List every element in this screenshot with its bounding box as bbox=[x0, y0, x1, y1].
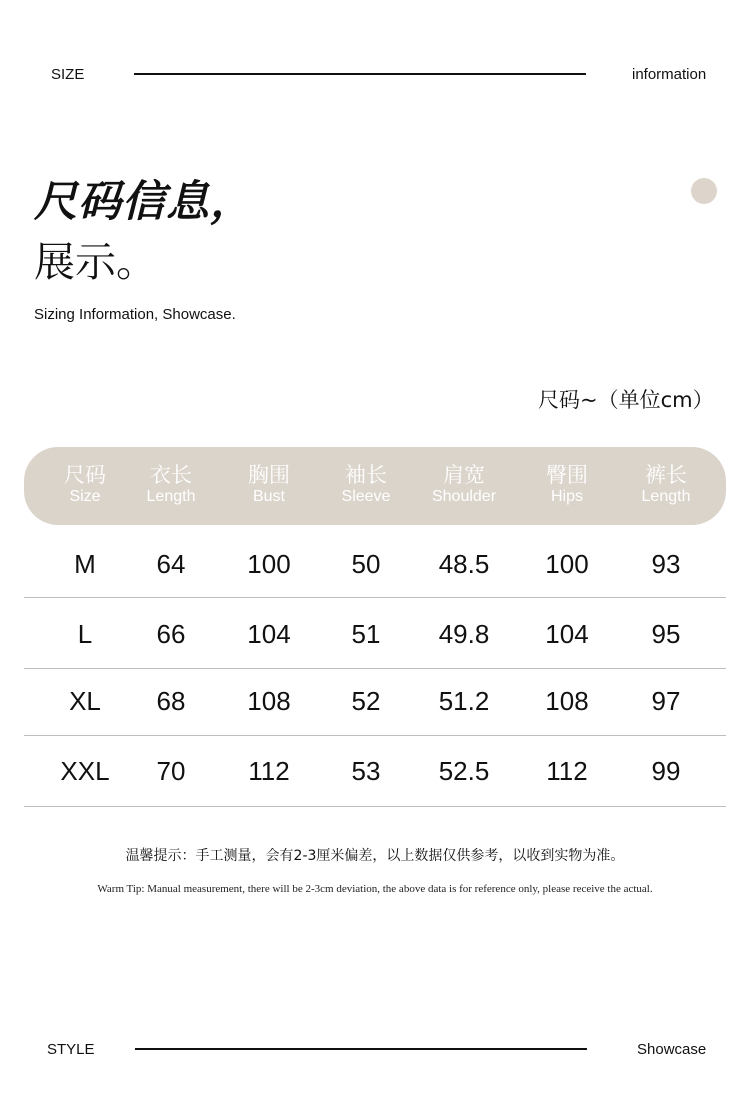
table-row bbox=[24, 529, 726, 599]
column-header-bust bbox=[221, 447, 317, 525]
cell-shoulder: 48.5 bbox=[438, 549, 490, 579]
cell-length: 68 bbox=[156, 686, 186, 716]
column-header-zh: 袖长 bbox=[345, 463, 387, 487]
column-header-en: Length bbox=[641, 488, 691, 505]
column-header-zh: 肩宽 bbox=[443, 463, 485, 487]
cell-pants-length: 93 bbox=[651, 549, 681, 579]
cell-length: 70 bbox=[156, 756, 186, 786]
page-title: 尺码信息， bbox=[34, 177, 254, 227]
column-header-length bbox=[123, 447, 219, 525]
unit-note: 尺码~（单位cm） bbox=[538, 388, 714, 412]
cell-sleeve: 52 bbox=[351, 686, 381, 716]
cell-sleeve: 53 bbox=[351, 756, 381, 786]
column-header-en: Length bbox=[146, 488, 196, 505]
column-header-zh: 臀围 bbox=[546, 463, 588, 487]
column-header-en: Size bbox=[69, 488, 101, 505]
cell-length: 64 bbox=[156, 549, 186, 579]
header-right-label: information bbox=[632, 66, 707, 83]
cell-sleeve: 50 bbox=[351, 549, 381, 579]
cell-shoulder: 49.8 bbox=[438, 619, 490, 649]
cell-hips: 100 bbox=[545, 549, 589, 579]
column-header-zh: 尺码 bbox=[64, 463, 106, 487]
row-divider bbox=[24, 597, 726, 598]
column-header-zh: 胸围 bbox=[248, 463, 290, 487]
column-header-en: Shoulder bbox=[431, 488, 497, 505]
cell-hips: 112 bbox=[546, 756, 588, 786]
cell-pants-length: 99 bbox=[651, 756, 681, 786]
cell-shoulder: 52.5 bbox=[438, 756, 490, 786]
size-table-header bbox=[24, 447, 726, 525]
cell-length: 66 bbox=[156, 619, 186, 649]
table-row bbox=[24, 666, 726, 736]
column-header-zh: 裤长 bbox=[645, 463, 687, 487]
row-divider bbox=[24, 806, 726, 807]
footer-divider bbox=[135, 1048, 587, 1050]
cell-size: M bbox=[74, 549, 96, 579]
cell-pants-length: 95 bbox=[651, 619, 681, 649]
cell-size: L bbox=[77, 619, 93, 649]
footer-left-label: STYLE bbox=[47, 1041, 95, 1058]
column-header-en: Sleeve bbox=[341, 488, 391, 505]
cell-bust: 104 bbox=[247, 619, 291, 649]
column-header-sleeve bbox=[318, 447, 414, 525]
column-header-en: Hips bbox=[550, 488, 583, 505]
cell-hips: 108 bbox=[545, 686, 589, 716]
column-header-zh: 衣长 bbox=[150, 463, 192, 487]
cell-shoulder: 51.2 bbox=[438, 686, 490, 716]
table-row bbox=[24, 599, 726, 669]
column-header-hips bbox=[519, 447, 615, 525]
column-header-en: Bust bbox=[252, 488, 285, 505]
column-header-size bbox=[37, 447, 133, 525]
cell-bust: 112 bbox=[248, 756, 290, 786]
footer-right-label: Showcase bbox=[637, 1041, 707, 1058]
page-subtitle-english: Sizing Information, Showcase. bbox=[34, 306, 236, 323]
cell-size: XL bbox=[69, 686, 101, 716]
cell-bust: 108 bbox=[247, 686, 291, 716]
cell-sleeve: 51 bbox=[351, 619, 381, 649]
page-subtitle: 展示。 bbox=[34, 238, 157, 286]
warm-tip-english: Warm Tip: Manual measurement, there will be 2-3cm deviation, the above data is for reference only, please receive the actual. bbox=[97, 883, 653, 895]
column-header-shoulder bbox=[416, 447, 512, 525]
cell-bust: 100 bbox=[247, 549, 291, 579]
warm-tip-chinese: 温馨提示：手工测量，会有2-3厘米偏差，以上数据仅供参考，以收到实物为准。 bbox=[125, 848, 625, 864]
accent-dot bbox=[691, 178, 717, 204]
header-divider bbox=[134, 73, 586, 75]
table-row bbox=[24, 736, 726, 806]
header-left-label: SIZE bbox=[51, 66, 85, 83]
cell-pants-length: 97 bbox=[651, 686, 681, 716]
cell-size: XXL bbox=[60, 756, 110, 786]
cell-hips: 104 bbox=[545, 619, 589, 649]
column-header-pants-length bbox=[618, 447, 714, 525]
